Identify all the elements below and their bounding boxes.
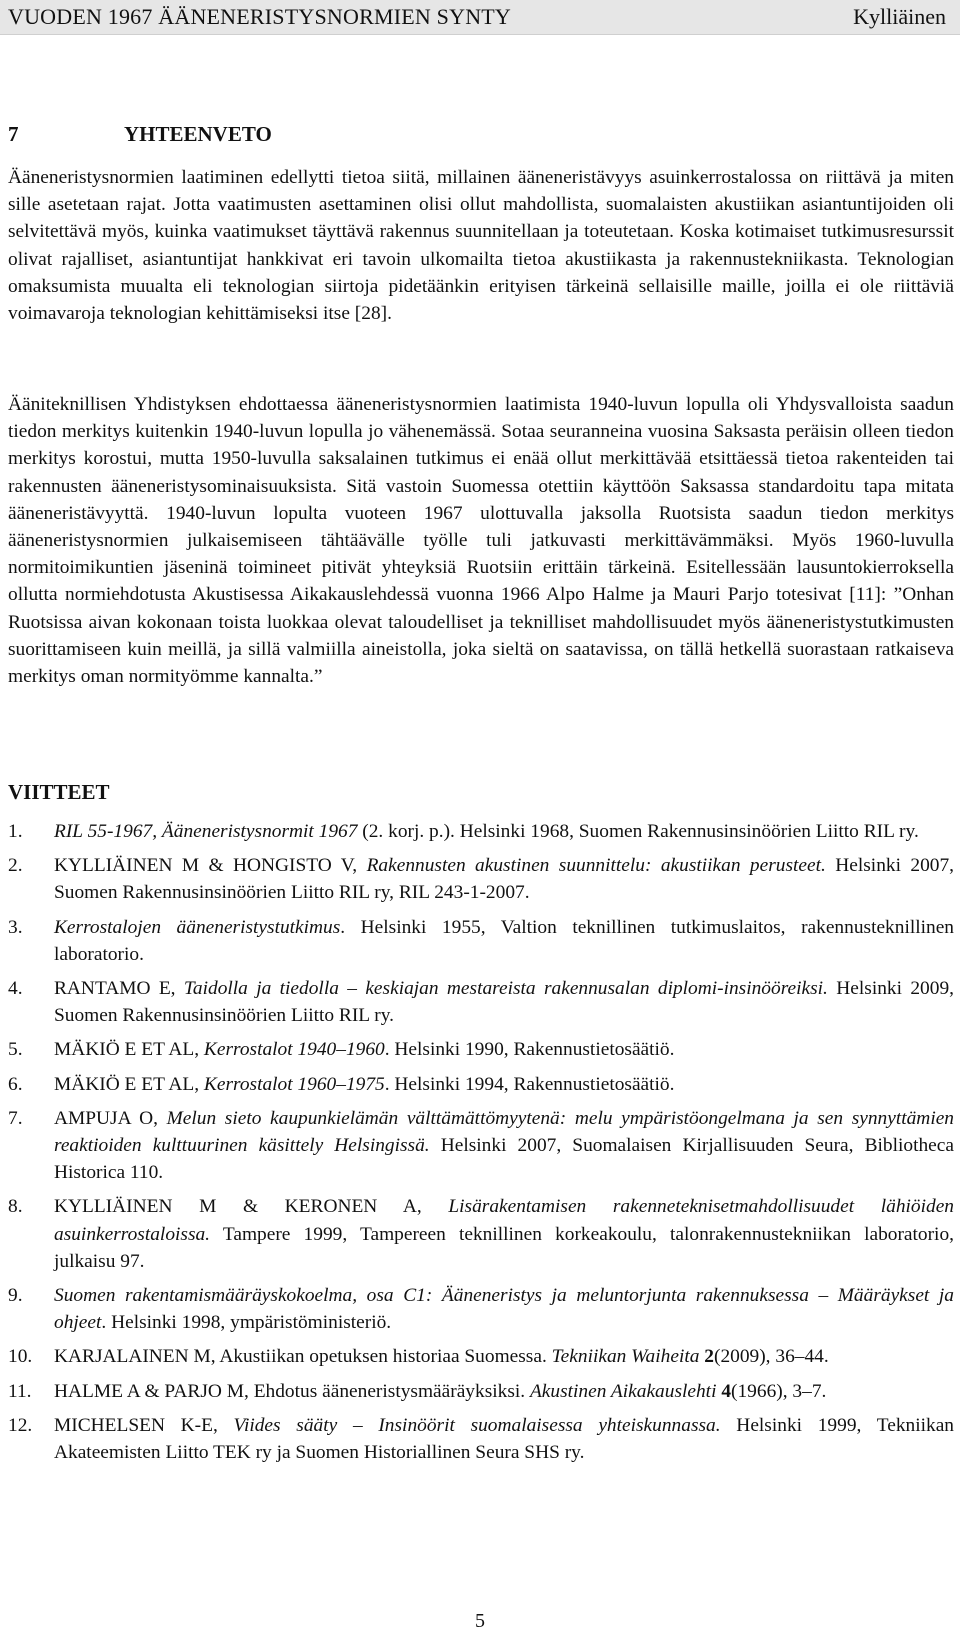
reference-item xyxy=(8,1036,954,1063)
reference-text: (2009), 36–44. xyxy=(713,1346,829,1368)
reference-text: . Helsinki 1998, ympäristöministeriö. xyxy=(101,1312,392,1334)
reference-number: 6. xyxy=(8,1073,23,1095)
reference-text: Helsinki 1999, Tekniikan Akateemisten Liitto TEK ry ja Suomen Historiallinen Seura SHS ry. xyxy=(54,1414,954,1464)
reference-item xyxy=(8,1193,954,1275)
reference-text: . Helsinki 1955, Valtion teknillinen tutkimuslaitos, rakennusteknillinen laboratorio. xyxy=(54,916,954,965)
reference-text: 2 xyxy=(704,1346,714,1368)
section-title: YHTEENVETO xyxy=(124,122,272,146)
reference-text: Helsinki 2007, Suomen Rakennusinsinöörien Liitto RIL ry, RIL 243-1-2007. xyxy=(54,855,955,904)
reference-number: 12. xyxy=(8,1414,33,1436)
reference-text: HALME A & PARJO M, Ehdotus ääneneristysmääräyksiksi. xyxy=(54,1380,530,1402)
section-number: 7 xyxy=(8,122,19,146)
reference-item xyxy=(8,1105,954,1187)
references-list xyxy=(8,818,954,1473)
references-heading: VIITTEET xyxy=(8,780,110,804)
summary-paragraph-2: Ääniteknillisen Yhdistyksen ehdottaessa ääneneristysnormien laatimista 1940-luvun lopulla oli Yhdysvalloista saadun tiedon merkitys kuitenkin 1940-luvun lopulla jo vähenemässä. Sotaa seuranneina vuosina Saksasta peräisin olleen tiedon merkitys korostui, mutta 1950-luvulla saksalainen tutkimus ei enää ollut merkittävää etsittäessä tietoa rakenteiden tai rakennusten ääneneristysominaisuuksista. Sitä vastoin Suomessa otettiin käyttöön Saksassa standardoitu tapa mitata ääneneristävyyttä. 1940-luvun lopulta vuoteen 1967 ulottuvalla jaksolla Ruotsista saadun tiedon merkitys ääneneristysnormien julkaisemiseen tähtäävälle työlle tuli jatkuvasti merkittävämmäksi. Myös 1960-luvulla normitoimikuntien jäseninä toimineet pitivät yhteyksiä Ruotsiin erittäin tärkeinä. Esitellessään lausuntokierroksella ollutta normiehdotusta Akustisessa Aikakauslehdessä vuonna 1966 Alpo Halme ja Mauri Parjo totesivat [11]: ”Onhan Ruotsissa aivan kokonaan toista luokkaa olevat taloudelliset ja teknilliset mahdollisuudet myös ääneneristystutkimusten suorittamiseen kuin meillä, ja sillä valmiilla aineistolla, joka sieltä on saatavissa, on tällä hetkellä suorastaan ratkaiseva merkitys oman normityömme kannalta.” xyxy=(8,394,954,688)
reference-item xyxy=(8,975,954,1029)
reference-number: 10. xyxy=(8,1346,33,1368)
reference-number: 2. xyxy=(8,855,23,877)
reference-item xyxy=(8,852,954,906)
reference-text: Helsinki 2009, Suomen Rakennusinsinöörien Liitto RIL ry. xyxy=(54,978,954,1027)
reference-item xyxy=(8,1071,954,1098)
running-header xyxy=(0,0,960,35)
reference-text: Melun sieto kaupunkielämän välttämättömyytenä: melu ympäristöongelmana ja sen synnyttämien reaktioiden kulttuurinen käsittely Helsingissä. xyxy=(54,1107,955,1157)
page-number: 5 xyxy=(475,1610,485,1632)
reference-number: 9. xyxy=(8,1285,23,1307)
reference-text: KARJALAINEN M, Akustiikan opetuksen historiaa Suomessa. xyxy=(54,1346,552,1368)
reference-text: Helsinki 2007, Suomalaisen Kirjallisuuden Seura, Bibliotheca Historica 110. xyxy=(54,1135,955,1184)
reference-text: KYLLIÄINEN M & KERONEN A, xyxy=(54,1196,449,1218)
reference-item xyxy=(8,914,954,968)
reference-text: . Helsinki 1990, Rakennustietosäätiö. xyxy=(384,1039,675,1061)
header-author: Kylliäinen xyxy=(853,4,946,29)
reference-text: Rakennusten akustinen suunnittelu: akustiikan perusteet. xyxy=(366,855,826,877)
reference-text: 4 xyxy=(721,1380,732,1402)
reference-text: Taidolla ja tiedolla – keskiajan mestareista rakennusalan diplomi-insinööreiksi. xyxy=(183,978,828,1000)
reference-text: (1966), 3–7. xyxy=(731,1380,827,1402)
summary-paragraph-1: Ääneneristysnormien laatiminen edellytti tietoa siitä, millainen ääneneristävyys asuinkerrostalossa on riittävä ja miten sille asetetaan rajat. Jotta vaatimusten asettaminen olisi ollut mahdollista, suomalaisten akustiikan asiantuntijoiden oli selvitettävä myös, kuinka vaatimukset täyttävä rakennus suunnitellaan ja toteutetaan. Koska kotimaiset tutkimusresurssit olivat rajalliset, asiantuntijat hankkivat eri tavoin ulkomailta tietoa akustiikasta ja rakennustekniikasta. Teknologian omaksumista muualta eli teknologian siirtoja pidetäänkin erityisen tärkeinä sellaisille maille, joilla ei ole riittäviä voimavaroja teknologian kehittämiseksi itse [28]. xyxy=(8,167,954,325)
reference-item xyxy=(8,1378,954,1405)
reference-number: 7. xyxy=(8,1107,23,1129)
reference-text: Kerrostalojen ääneneristystutkimus xyxy=(54,916,341,938)
reference-text: MICHELSEN K-E, xyxy=(54,1414,234,1436)
reference-text: . Helsinki 1994, Rakennustietosäätiö. xyxy=(384,1073,675,1095)
reference-number: 1. xyxy=(8,821,23,842)
reference-text: Kerrostalot 1960–1975 xyxy=(203,1073,385,1095)
reference-text: KYLLIÄINEN M & HONGISTO V, xyxy=(54,855,367,877)
reference-number: 3. xyxy=(8,916,23,938)
reference-number: 4. xyxy=(8,978,23,1000)
reference-item xyxy=(8,1282,954,1336)
reference-item xyxy=(8,1412,954,1466)
reference-item xyxy=(8,1343,954,1370)
reference-text: MÄKIÖ E ET AL, xyxy=(54,1039,204,1061)
reference-text: Kerrostalot 1940–1960 xyxy=(203,1039,385,1061)
reference-number: 11. xyxy=(8,1380,32,1402)
reference-text: RANTAMO E, xyxy=(54,978,184,1000)
reference-number: 5. xyxy=(8,1039,23,1061)
reference-text: Tampere 1999, Tampereen teknillinen korkeakoulu, talonrakennustekniikan laboratorio, julkaisu 97. xyxy=(54,1223,954,1272)
reference-text: RIL 55-1967, Ääneneristysnormit 1967 xyxy=(54,821,358,842)
section-heading xyxy=(8,122,272,147)
header-title: VUODEN 1967 ÄÄNENERISTYSNORMIEN SYNTY xyxy=(8,4,512,29)
reference-text: AMPUJA O, xyxy=(54,1107,167,1129)
reference-text: Viides sääty – Insinöörit suomalaisessa yhteiskunnassa. xyxy=(233,1414,721,1436)
reference-text: Akustinen Aikakauslehti xyxy=(529,1380,717,1402)
reference-item xyxy=(8,818,954,845)
reference-number: 8. xyxy=(8,1196,23,1218)
reference-text: MÄKIÖ E ET AL, xyxy=(54,1073,204,1095)
reference-text: Tekniikan Waiheita xyxy=(551,1346,700,1368)
reference-text: Lisärakentamisen rakenneteknisetmahdollisuudet lähiöiden asuinkerrostaloissa. xyxy=(54,1196,954,1245)
reference-text: Suomen rakentamismääräyskokoelma, osa C1: Ääneneristys ja meluntorjunta rakennuksessa – Määräykset ja ohjeet xyxy=(54,1285,954,1334)
reference-text: (2. korj. p.). Helsinki 1968, Suomen Rakennusinsinöörien Liitto RIL ry. xyxy=(357,821,919,842)
